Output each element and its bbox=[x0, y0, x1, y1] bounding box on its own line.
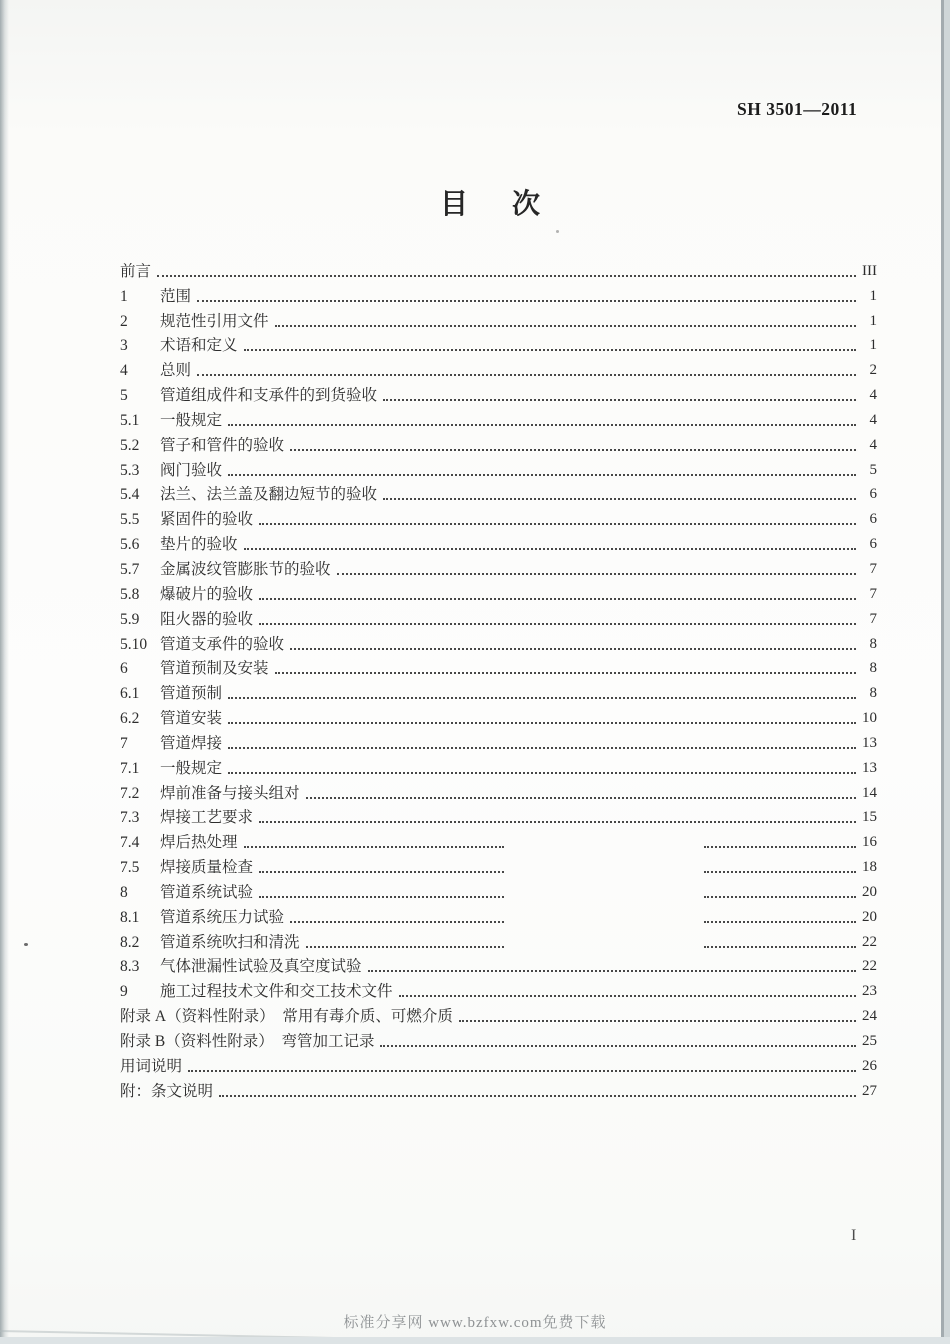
toc-entry-title: 术语和定义 bbox=[160, 337, 238, 355]
toc-dot-leader bbox=[197, 300, 856, 302]
toc-entry-number: 5.1 bbox=[120, 411, 140, 429]
toc-entry-number: 5 bbox=[120, 387, 128, 405]
toc-entry-page: 16 bbox=[862, 834, 877, 851]
toc-dot-leader bbox=[380, 1045, 856, 1047]
toc-entry-number: 5.9 bbox=[120, 610, 140, 628]
toc-row bbox=[120, 753, 877, 778]
toc-row bbox=[120, 405, 877, 430]
page-title: 目 次 bbox=[440, 188, 549, 219]
scan-edge-right bbox=[944, 0, 950, 1344]
toc-entry-page: 27 bbox=[862, 1082, 877, 1099]
toc-dot-leader bbox=[244, 548, 856, 550]
toc-entry-title: 管道组成件和支承件的到货验收 bbox=[160, 387, 378, 405]
toc-entry-page: 25 bbox=[862, 1033, 877, 1049]
toc-dot-leader bbox=[228, 772, 856, 774]
toc-entry-page: 4 bbox=[869, 436, 877, 453]
toc-dot-leader bbox=[228, 474, 856, 476]
toc-entry-page: 15 bbox=[862, 809, 877, 826]
toc-entry-number: 附录 B bbox=[120, 1033, 166, 1050]
toc-entry-number: 1 bbox=[120, 287, 128, 305]
toc-entry-number: 7.5 bbox=[120, 859, 140, 877]
toc-entry-number: 7 bbox=[120, 734, 128, 752]
toc-entry-title: 总则 bbox=[160, 362, 192, 380]
scan-edge-left bbox=[0, 0, 9, 1344]
toc-entry-title: 管道系统试验 bbox=[160, 883, 254, 901]
toc-dot-leader bbox=[290, 921, 504, 923]
toc-dot-leader bbox=[259, 821, 856, 823]
toc-dot-leader bbox=[157, 275, 856, 277]
toc-dot-leader-2 bbox=[704, 921, 856, 923]
standard-code: SH 3501—2011 bbox=[737, 99, 858, 119]
toc-dot-leader bbox=[290, 648, 856, 650]
toc-entry-title: 规范性引用文件 bbox=[160, 312, 269, 330]
toc-entry-number: 2 bbox=[120, 312, 128, 330]
toc-dot-leader bbox=[259, 871, 504, 873]
toc-entry-page: 6 bbox=[869, 486, 877, 503]
toc-entry-page: 7 bbox=[869, 610, 877, 627]
toc-row bbox=[120, 703, 877, 728]
toc-row bbox=[120, 678, 877, 703]
toc-row bbox=[120, 306, 877, 331]
toc-entry-title: 金属波纹管膨胀节的验收 bbox=[160, 560, 331, 578]
toc-entry-title: 用词说明 bbox=[120, 1057, 183, 1075]
toc-entry-page: 26 bbox=[862, 1057, 877, 1074]
toc-entry-page: 5 bbox=[869, 461, 877, 478]
toc-row bbox=[120, 430, 877, 455]
toc-dot-leader bbox=[188, 1070, 856, 1072]
toc-row bbox=[120, 579, 877, 604]
toc-dot-leader bbox=[228, 424, 856, 426]
toc-dot-leader-2 bbox=[704, 871, 856, 873]
toc-entry-page: 18 bbox=[862, 859, 877, 876]
toc-row bbox=[120, 281, 877, 306]
toc-dot-leader-2 bbox=[704, 896, 856, 898]
toc-row bbox=[120, 604, 877, 629]
toc-dot-leader bbox=[219, 1095, 856, 1097]
toc-entry-page: 7 bbox=[869, 560, 877, 577]
toc-entry-title: 管道支承件的验收 bbox=[160, 635, 285, 653]
toc-entry-title: （资料性附录） 常用有毒介质、可燃介质 bbox=[166, 1008, 453, 1026]
toc-entry-title: 附：条文说明 bbox=[120, 1082, 214, 1100]
toc-row bbox=[120, 455, 877, 480]
toc-dot-leader bbox=[368, 970, 856, 972]
toc-dot-leader-2 bbox=[704, 846, 856, 848]
toc-entry-number: 5.6 bbox=[120, 536, 140, 554]
toc-dot-leader bbox=[228, 747, 856, 749]
toc-entry-page: 23 bbox=[862, 983, 877, 1000]
toc-entry-title: 焊前准备与接头组对 bbox=[160, 784, 300, 802]
toc-row bbox=[120, 331, 877, 356]
toc-dot-leader bbox=[306, 946, 504, 948]
toc-entry-page: 22 bbox=[862, 958, 877, 975]
toc-entry-title: 垫片的验收 bbox=[160, 536, 238, 554]
toc-entry-title: 一般规定 bbox=[160, 411, 223, 429]
toc-dot-leader bbox=[244, 846, 504, 848]
toc-dot-leader bbox=[459, 1020, 856, 1022]
toc-entry-page: 20 bbox=[862, 908, 877, 925]
scan-speck bbox=[556, 230, 559, 233]
toc-row bbox=[120, 1001, 877, 1026]
toc-row bbox=[120, 554, 877, 579]
toc-entry-number: 5.4 bbox=[120, 486, 140, 504]
toc-entry-number: 9 bbox=[120, 983, 128, 1001]
toc-entry-title: 管子和管件的验收 bbox=[160, 436, 285, 454]
toc-dot-leader bbox=[383, 399, 856, 401]
toc-entry-title: 一般规定 bbox=[160, 759, 223, 777]
toc-entry-page: 6 bbox=[869, 536, 877, 553]
toc-entry-number: 6.2 bbox=[120, 710, 140, 728]
toc-row bbox=[120, 877, 877, 902]
toc-dot-leader bbox=[399, 995, 856, 997]
toc-entry-number: 5.7 bbox=[120, 560, 140, 578]
toc-row bbox=[120, 827, 877, 852]
toc-entry-page: 7 bbox=[869, 585, 877, 602]
toc-entry-title: 管道系统吹扫和清洗 bbox=[160, 933, 300, 951]
toc-entry-page: 2 bbox=[869, 362, 877, 379]
toc-row bbox=[120, 1076, 877, 1101]
toc-row bbox=[120, 529, 877, 554]
toc-entry-number: 5.8 bbox=[120, 585, 140, 603]
folio-page-number: I bbox=[851, 1227, 857, 1244]
toc-dot-leader bbox=[259, 598, 856, 600]
toc-entry-title: 法兰、法兰盖及翻边短节的验收 bbox=[160, 486, 378, 504]
toc-dot-leader bbox=[337, 573, 856, 575]
toc-entry-number: 5.3 bbox=[120, 461, 140, 479]
toc-entry-title: 施工过程技术文件和交工技术文件 bbox=[160, 983, 393, 1001]
toc-entry-number: 4 bbox=[120, 362, 128, 380]
toc-dot-leader bbox=[259, 623, 856, 625]
table-of-contents bbox=[120, 256, 877, 1101]
toc-dot-leader bbox=[197, 374, 856, 376]
toc-entry-title: 管道安装 bbox=[160, 710, 223, 728]
toc-row bbox=[120, 952, 877, 977]
toc-row bbox=[120, 1051, 877, 1076]
toc-entry-number: 附录 A bbox=[120, 1008, 167, 1026]
toc-entry-number: 7.3 bbox=[120, 809, 140, 827]
toc-dot-leader bbox=[306, 797, 856, 799]
toc-entry-number: 5.10 bbox=[120, 635, 148, 653]
toc-entry-number: 7.4 bbox=[120, 834, 140, 852]
scan-edge-bottom bbox=[0, 1337, 950, 1344]
toc-entry-number: 7.2 bbox=[120, 784, 140, 802]
toc-row bbox=[120, 778, 877, 803]
toc-row bbox=[120, 803, 877, 828]
toc-row bbox=[120, 355, 877, 380]
toc-row bbox=[120, 927, 877, 952]
toc-dot-leader bbox=[290, 449, 856, 451]
toc-row bbox=[120, 654, 877, 679]
toc-row bbox=[120, 256, 877, 281]
toc-entry-number: 8.1 bbox=[120, 908, 140, 926]
toc-entry-title: 气体泄漏性试验及真空度试验 bbox=[160, 958, 362, 976]
toc-dot-leader-2 bbox=[704, 946, 856, 948]
toc-entry-page: 1 bbox=[869, 337, 877, 354]
toc-entry-page: 13 bbox=[862, 759, 877, 776]
toc-entry-title: 范围 bbox=[160, 287, 192, 305]
toc-dot-leader bbox=[228, 697, 856, 699]
toc-entry-title: 爆破片的验收 bbox=[160, 585, 254, 603]
toc-dot-leader bbox=[275, 325, 856, 327]
toc-entry-number: 8 bbox=[120, 883, 128, 901]
toc-entry-page: 20 bbox=[862, 883, 877, 900]
toc-entry-page: 6 bbox=[869, 511, 877, 528]
toc-entry-title: 阻火器的验收 bbox=[160, 610, 254, 628]
toc-entry-number: 7.1 bbox=[120, 759, 140, 777]
toc-entry-title: 焊后热处理 bbox=[160, 834, 238, 852]
toc-entry-title: 阀门验收 bbox=[160, 461, 223, 479]
toc-entry-page: 4 bbox=[869, 411, 877, 428]
toc-entry-page: 4 bbox=[869, 387, 877, 404]
toc-entry-number: 8.3 bbox=[120, 958, 140, 976]
toc-entry-number: 5.5 bbox=[120, 511, 140, 529]
toc-entry-number: 8.2 bbox=[120, 933, 140, 951]
toc-entry-page: 24 bbox=[862, 1008, 877, 1025]
toc-entry-number: 6 bbox=[120, 660, 128, 678]
toc-entry-page: 8 bbox=[869, 635, 877, 652]
toc-row bbox=[120, 728, 877, 753]
toc-entry-title: 前言 bbox=[120, 262, 152, 280]
toc-entry-page: 1 bbox=[869, 287, 877, 304]
toc-row bbox=[120, 1026, 877, 1051]
toc-row bbox=[120, 852, 877, 877]
toc-entry-page: 8 bbox=[869, 685, 877, 702]
scan-speck bbox=[24, 943, 28, 946]
toc-entry-page: 14 bbox=[862, 784, 877, 801]
toc-entry-title: 管道焊接 bbox=[160, 734, 223, 752]
toc-entry-title: 管道预制及安装 bbox=[160, 660, 269, 678]
toc-entry-page: 13 bbox=[862, 734, 877, 751]
toc-entry-number: 6.1 bbox=[120, 685, 140, 703]
toc-row bbox=[120, 976, 877, 1001]
toc-dot-leader bbox=[259, 523, 856, 525]
toc-entry-page: 1 bbox=[869, 312, 877, 329]
watermark-text: 标准分享网 www.bzfxw.com免费下载 bbox=[343, 1315, 607, 1331]
toc-dot-leader bbox=[259, 896, 504, 898]
toc-entry-title: 管道预制 bbox=[160, 685, 223, 703]
toc-entry-number: 5.2 bbox=[120, 436, 140, 454]
toc-row bbox=[120, 629, 877, 654]
toc-entry-page: 8 bbox=[869, 660, 877, 677]
toc-entry-page: 22 bbox=[862, 933, 877, 950]
toc-dot-leader bbox=[383, 498, 856, 500]
toc-entry-title: 紧固件的验收 bbox=[160, 511, 254, 529]
toc-entry-number: 3 bbox=[120, 337, 128, 355]
toc-dot-leader bbox=[244, 349, 856, 351]
toc-entry-title: 焊接工艺要求 bbox=[160, 809, 254, 827]
toc-dot-leader bbox=[228, 722, 856, 724]
toc-entry-title: 管道系统压力试验 bbox=[160, 908, 285, 926]
toc-entry-page: III bbox=[862, 262, 877, 279]
toc-entry-title: 焊接质量检查 bbox=[160, 859, 254, 877]
toc-row bbox=[120, 480, 877, 505]
toc-row bbox=[120, 504, 877, 529]
toc-entry-title: （资料性附录） 弯管加工记录 bbox=[165, 1033, 375, 1050]
toc-entry-page: 10 bbox=[862, 710, 877, 727]
toc-row bbox=[120, 902, 877, 927]
toc-dot-leader bbox=[275, 672, 856, 674]
toc-row bbox=[120, 380, 877, 405]
